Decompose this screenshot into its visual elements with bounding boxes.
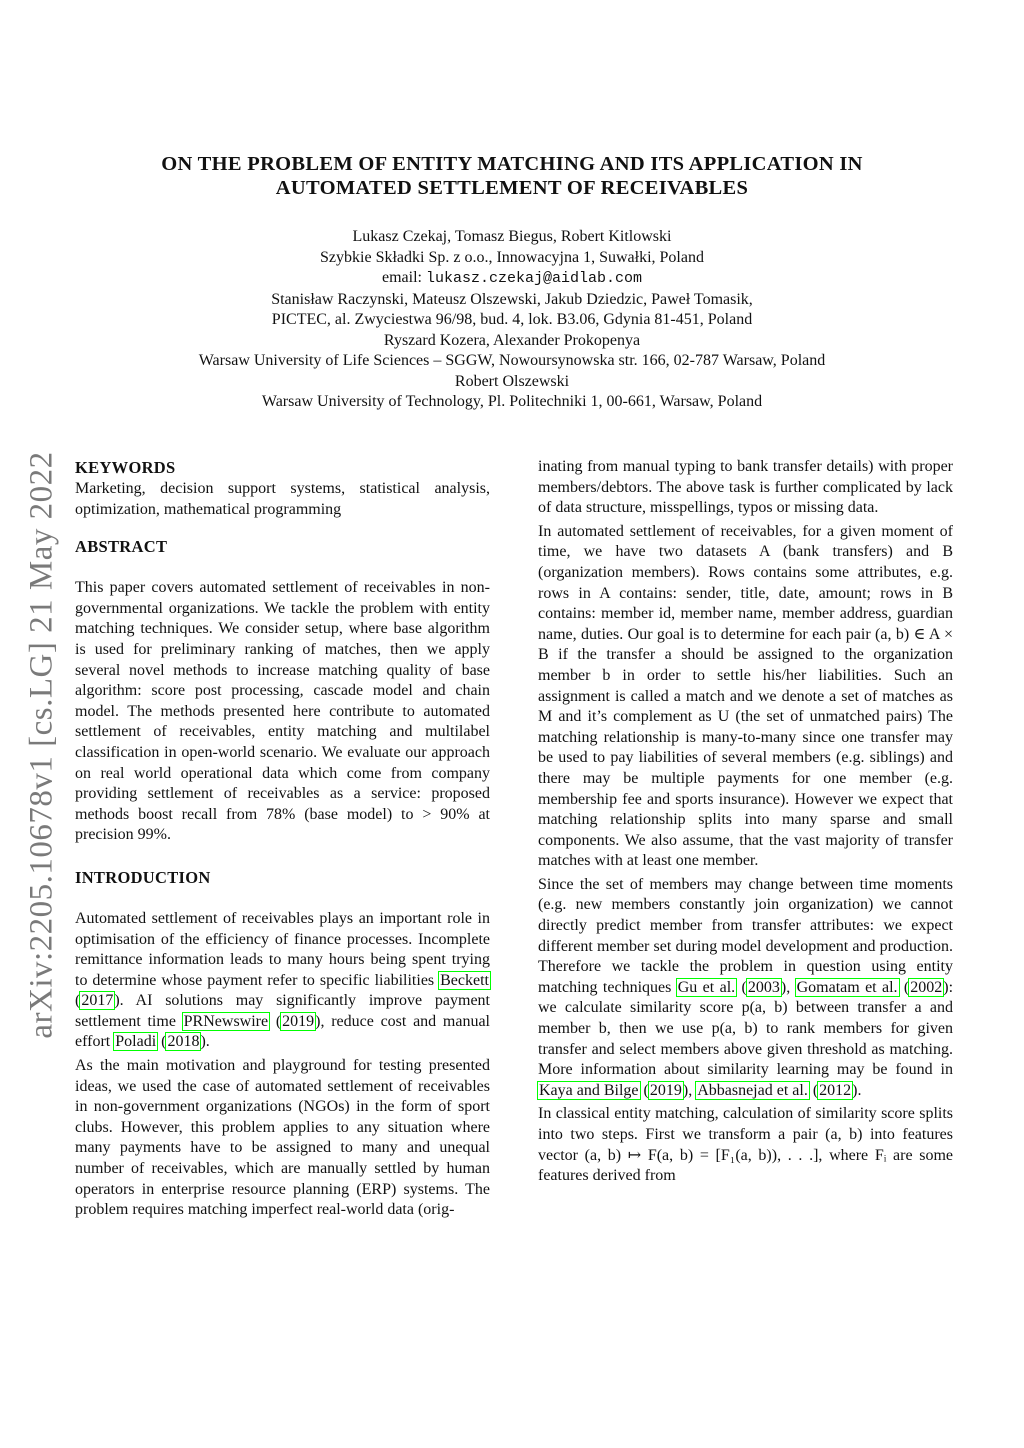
paragraph-text: ). [200,1033,210,1051]
paper-title [80,152,944,200]
author-block [100,227,924,413]
citation-link[interactable]: 2012 [819,1081,852,1099]
paragraph-text: In automated settlement of receivables, for a given moment of time, we have two datasets A (bank transfers) and B (organization members). Rows contains some attributes, e.g. rows in A contains: sender, title, date, amount; rows in B contains: member id, member name, member address, guardian name, duties. Our goal is to determine for each pair (a, b) ∈ A × B if the transfer a should be assigned to the organization member b in order to settle his/her liabilities. Such an assignment is called a match and we denote a set of matches as M and it’s complement as U (the set of unmatched pairs) The matching relationship is many-to-many since one transfer may be used to pay liabilities of several members (e.g. siblings) and there may be multiple payments for one member (e.g. membership fee and sports insurance). However we expect that matching relationship splits into many sparse and small components. We also assume, that the vast majority of transfer matches with at least one member. [538,522,953,870]
author-names: Stanisław Raczynski, Mateusz Olszewski, Jakub Dziedzic, Paweł Tomasik, [271,290,753,308]
title-line: AUTOMATED SETTLEMENT OF RECEIVABLES [275,177,749,199]
arxiv-stamp: arXiv:2205.10678v1 [cs.LG] 21 May 2022 [23,451,60,1039]
citation-link[interactable]: 2019 [282,1012,315,1030]
citation-link[interactable]: Abbasnejad et al. [697,1081,808,1099]
paragraph-text: ( [898,978,910,996]
paragraph-text: ( [639,1081,649,1099]
paragraph-text: In classical entity matching, calculation of similarity score splits into two steps. First we transform a pair (a, b) into features vector (a, b) ↦ F(a, b) = [F₁(a, b)), . . .], where Fᵢ are some features derived from [538,1105,953,1185]
paragraph-text: ), reduce cost and manual effort [75,1012,490,1051]
citation-link[interactable]: 2018 [167,1033,200,1051]
title-line: ON THE PROBLEM OF ENTITY MATCHING AND ITS APPLICATION IN [161,153,863,175]
paragraph [538,875,953,1102]
email-address[interactable]: lukasz.czekaj@aidlab.com [425,270,643,287]
paragraph-text: ), [682,1081,697,1099]
paragraph-text: ), [780,978,796,996]
paragraph [75,909,490,1053]
left-column [75,457,490,1224]
abstract-heading: ABSTRACT [75,537,168,557]
paragraph-text: ( [157,1033,167,1051]
citation-link[interactable]: 2019 [649,1081,682,1099]
introduction-heading: INTRODUCTION [75,867,211,887]
paragraph-text: ( [75,992,81,1010]
citation-link[interactable]: 2003 [747,978,780,996]
author-names: Ryszard Kozera, Alexander Prokopenya [383,331,641,349]
citation-link[interactable]: Beckett [440,971,489,989]
keywords-heading: KEYWORDS [75,458,176,477]
citation-link[interactable]: Gu et al. [677,978,736,996]
introduction-left-paragraphs [75,909,490,1221]
paragraph [538,457,953,519]
citation-link[interactable]: Kaya and Bilge [539,1081,639,1099]
affiliation: Warsaw University of Life Sciences – SGGW, Nowoursynowska str. 166, 02-787 Warsaw, Poland [198,352,826,369]
keywords-text: Marketing, decision support systems, statistical analysis, optimization, mathematical programming [75,480,490,518]
email-line [100,268,924,290]
paragraph-text: ). AI solutions may significantly improve payment settlement time [75,992,490,1030]
abstract-text: This paper covers automated settlement of receivables in non-governmental organizations. We tackle the problem with entity matching techniques. We consider setup, where base algorithm is used for preliminary ranking of matches, then we apply several novel methods to increase matching quality of base algorithm: score post processing, cascade model and chain model. The methods presented here contribute to automated settlement of receivables, entity matching and multilabel classification in open-world scenario. We evaluate our approach on real world operational data which come from company providing settlement of receivables as a service: proposed methods boost recall from 78% (base model) to > 90% at precision 99%. [75,579,490,844]
paragraph [538,1104,953,1186]
author-names: Robert Olszewski [454,372,570,390]
paragraph-text: As the main motivation and playground for testing presented ideas, we used the case of automated settlement of receivables in non-government organizations (NGOs) in the form of sport clubs. However, this problem applies to any situation where many payments have to be assigned to many and unequal number of receivables, which are manually settled by human operators in enterprise resource planning (ERP) systems. The problem requires matching imperfect real-world data (orig- [75,1057,490,1219]
paragraph-text: ( [269,1012,282,1030]
introduction-right-paragraphs [538,457,953,1187]
citation-link[interactable]: Gomatam et al. [796,978,898,996]
author-names: Lukasz Czekaj, Tomasz Biegus, Robert Kitlowski [352,228,672,245]
affiliation: PICTEC, al. Zwyciestwa 96/98, bud. 4, lok. B3.06, Gdynia 81-451, Poland [271,311,753,328]
paragraph-text: ). [852,1081,862,1099]
paragraph-text: ( [808,1081,819,1099]
right-column [538,457,953,1190]
paragraph-text: ): we calculate similarity score p(a, b) between transfer a and member b, then we use p(a, b) to rank members for given transfer and select members above given threshold as matching. More information about similarity learning may be found in [538,978,954,1079]
affiliation: Warsaw University of Technology, Pl. Politechniki 1, 00-661, Warsaw, Poland [261,393,763,410]
citation-link[interactable]: Poladi [115,1033,157,1051]
citation-link[interactable]: 2017 [81,992,114,1010]
paragraph-text: ( [736,978,747,996]
citation-link[interactable]: PRNewswire [183,1012,269,1030]
paragraph [538,522,953,872]
affiliation: Szybkie Składki Sp. z o.o., Innowacyjna 1, Suwałki, Poland [320,248,704,266]
paragraph [75,1056,490,1221]
paragraph-text: Automated settlement of receivables plays an important role in optimisation of the efficiency of finance processes. Incomplete remittance information leads to many hours being spent trying to determine whose payment refer to specific liabilities [75,909,490,989]
email-label: email: [381,269,422,286]
paragraph-text: inating from manual typing to bank transfer details) with proper members/debtors. The above task is further complicated by lack of data structure, misspellings, typos or missing data. [538,458,953,517]
paragraph-text: Since the set of members may change between time moments (e.g. new members constantly join organization) we cannot directly predict member from transfer attributes: we expect different member set during model development and production. Therefore we tackle the problem in question using entity matching techniques [538,875,953,996]
citation-link[interactable]: 2002 [910,978,943,996]
